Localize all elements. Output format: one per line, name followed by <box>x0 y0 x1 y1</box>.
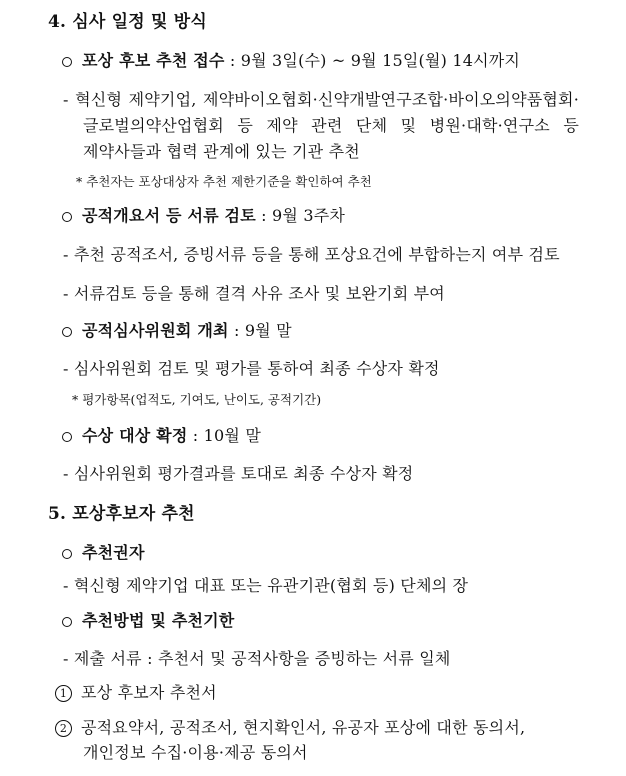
circle-bullet-icon <box>62 549 72 559</box>
note-line: * 추천자는 포상대상자 추천 제한기준을 확인하여 추천 <box>76 174 372 189</box>
numbered-item <box>55 717 525 739</box>
desc-line: - 혁신형 제약기업, 제약바이오협회·신약개발연구조합·바이오의약품협회· <box>63 90 579 109</box>
section-4-heading: 4. 심사 일정 및 방식 <box>48 12 207 32</box>
desc-line: - 심사위원회 평가결과를 토대로 최종 수상자 확정 <box>63 464 414 483</box>
circle-bullet-icon <box>62 327 72 337</box>
bullet-title: 추천권자 <box>82 543 145 562</box>
bullet-detail: : 9월 3주차 <box>255 206 346 225</box>
item-text-continued: 개인정보 수집·이용·제공 동의서 <box>83 743 308 762</box>
bullet-title: 추천방법 및 추천기한 <box>82 611 235 630</box>
bullet-document-review <box>62 205 345 227</box>
section-5-heading: 5. 포상후보자 추천 <box>48 504 195 524</box>
desc-line: - 제출 서류 : 추천서 및 공적사항을 증빙하는 서류 일체 <box>63 649 451 668</box>
desc-line: - 서류검토 등을 통해 결격 사유 조사 및 보완기회 부여 <box>63 284 445 303</box>
bullet-title: 공적개요서 등 서류 검토 <box>82 206 256 225</box>
bullet-title: 수상 대상 확정 <box>82 426 188 445</box>
desc-line: - 심사위원회 검토 및 평가를 통하여 최종 수상자 확정 <box>63 359 440 378</box>
circled-number-icon: 1 <box>55 685 72 702</box>
bullet-winner-confirmation <box>62 425 261 447</box>
circle-bullet-icon <box>62 617 72 627</box>
item-text: 공적요약서, 공적조서, 현지확인서, 유공자 포상에 대한 동의서, <box>81 718 526 737</box>
circle-bullet-icon <box>62 212 72 222</box>
desc-line: - 추천 공적조서, 증빙서류 등을 통해 포상요건에 부합하는지 여부 검토 <box>63 245 560 264</box>
bullet-nominator <box>62 542 145 564</box>
bullet-committee-meeting <box>62 320 292 342</box>
circled-number-icon: 2 <box>55 720 72 737</box>
bullet-detail: : 9월 말 <box>228 321 292 340</box>
bullet-title: 포상 후보 추천 접수 <box>82 51 225 70</box>
circle-bullet-icon <box>62 57 72 67</box>
circle-bullet-icon <box>62 432 72 442</box>
desc-line: 제약사들과 협력 관계에 있는 기관 추천 <box>83 142 360 161</box>
numbered-item <box>55 682 217 704</box>
item-text: 포상 후보자 추천서 <box>81 683 217 702</box>
bullet-nomination-period <box>62 50 520 72</box>
bullet-detail: : 10월 말 <box>187 426 262 445</box>
desc-line: - 혁신형 제약기업 대표 또는 유관기관(협회 등) 단체의 장 <box>63 576 469 595</box>
note-line: * 평가항목(업적도, 기여도, 난이도, 공적기간) <box>72 392 322 407</box>
bullet-method-deadline <box>62 610 234 632</box>
bullet-title: 공적심사위원회 개최 <box>82 321 229 340</box>
desc-line: 글로벌의약산업협회 등 제약 관련 단체 및 병원·대학·연구소 등 <box>83 116 579 135</box>
bullet-detail: : 9월 3일(수) ~ 9월 15일(월) 14시까지 <box>224 51 521 70</box>
